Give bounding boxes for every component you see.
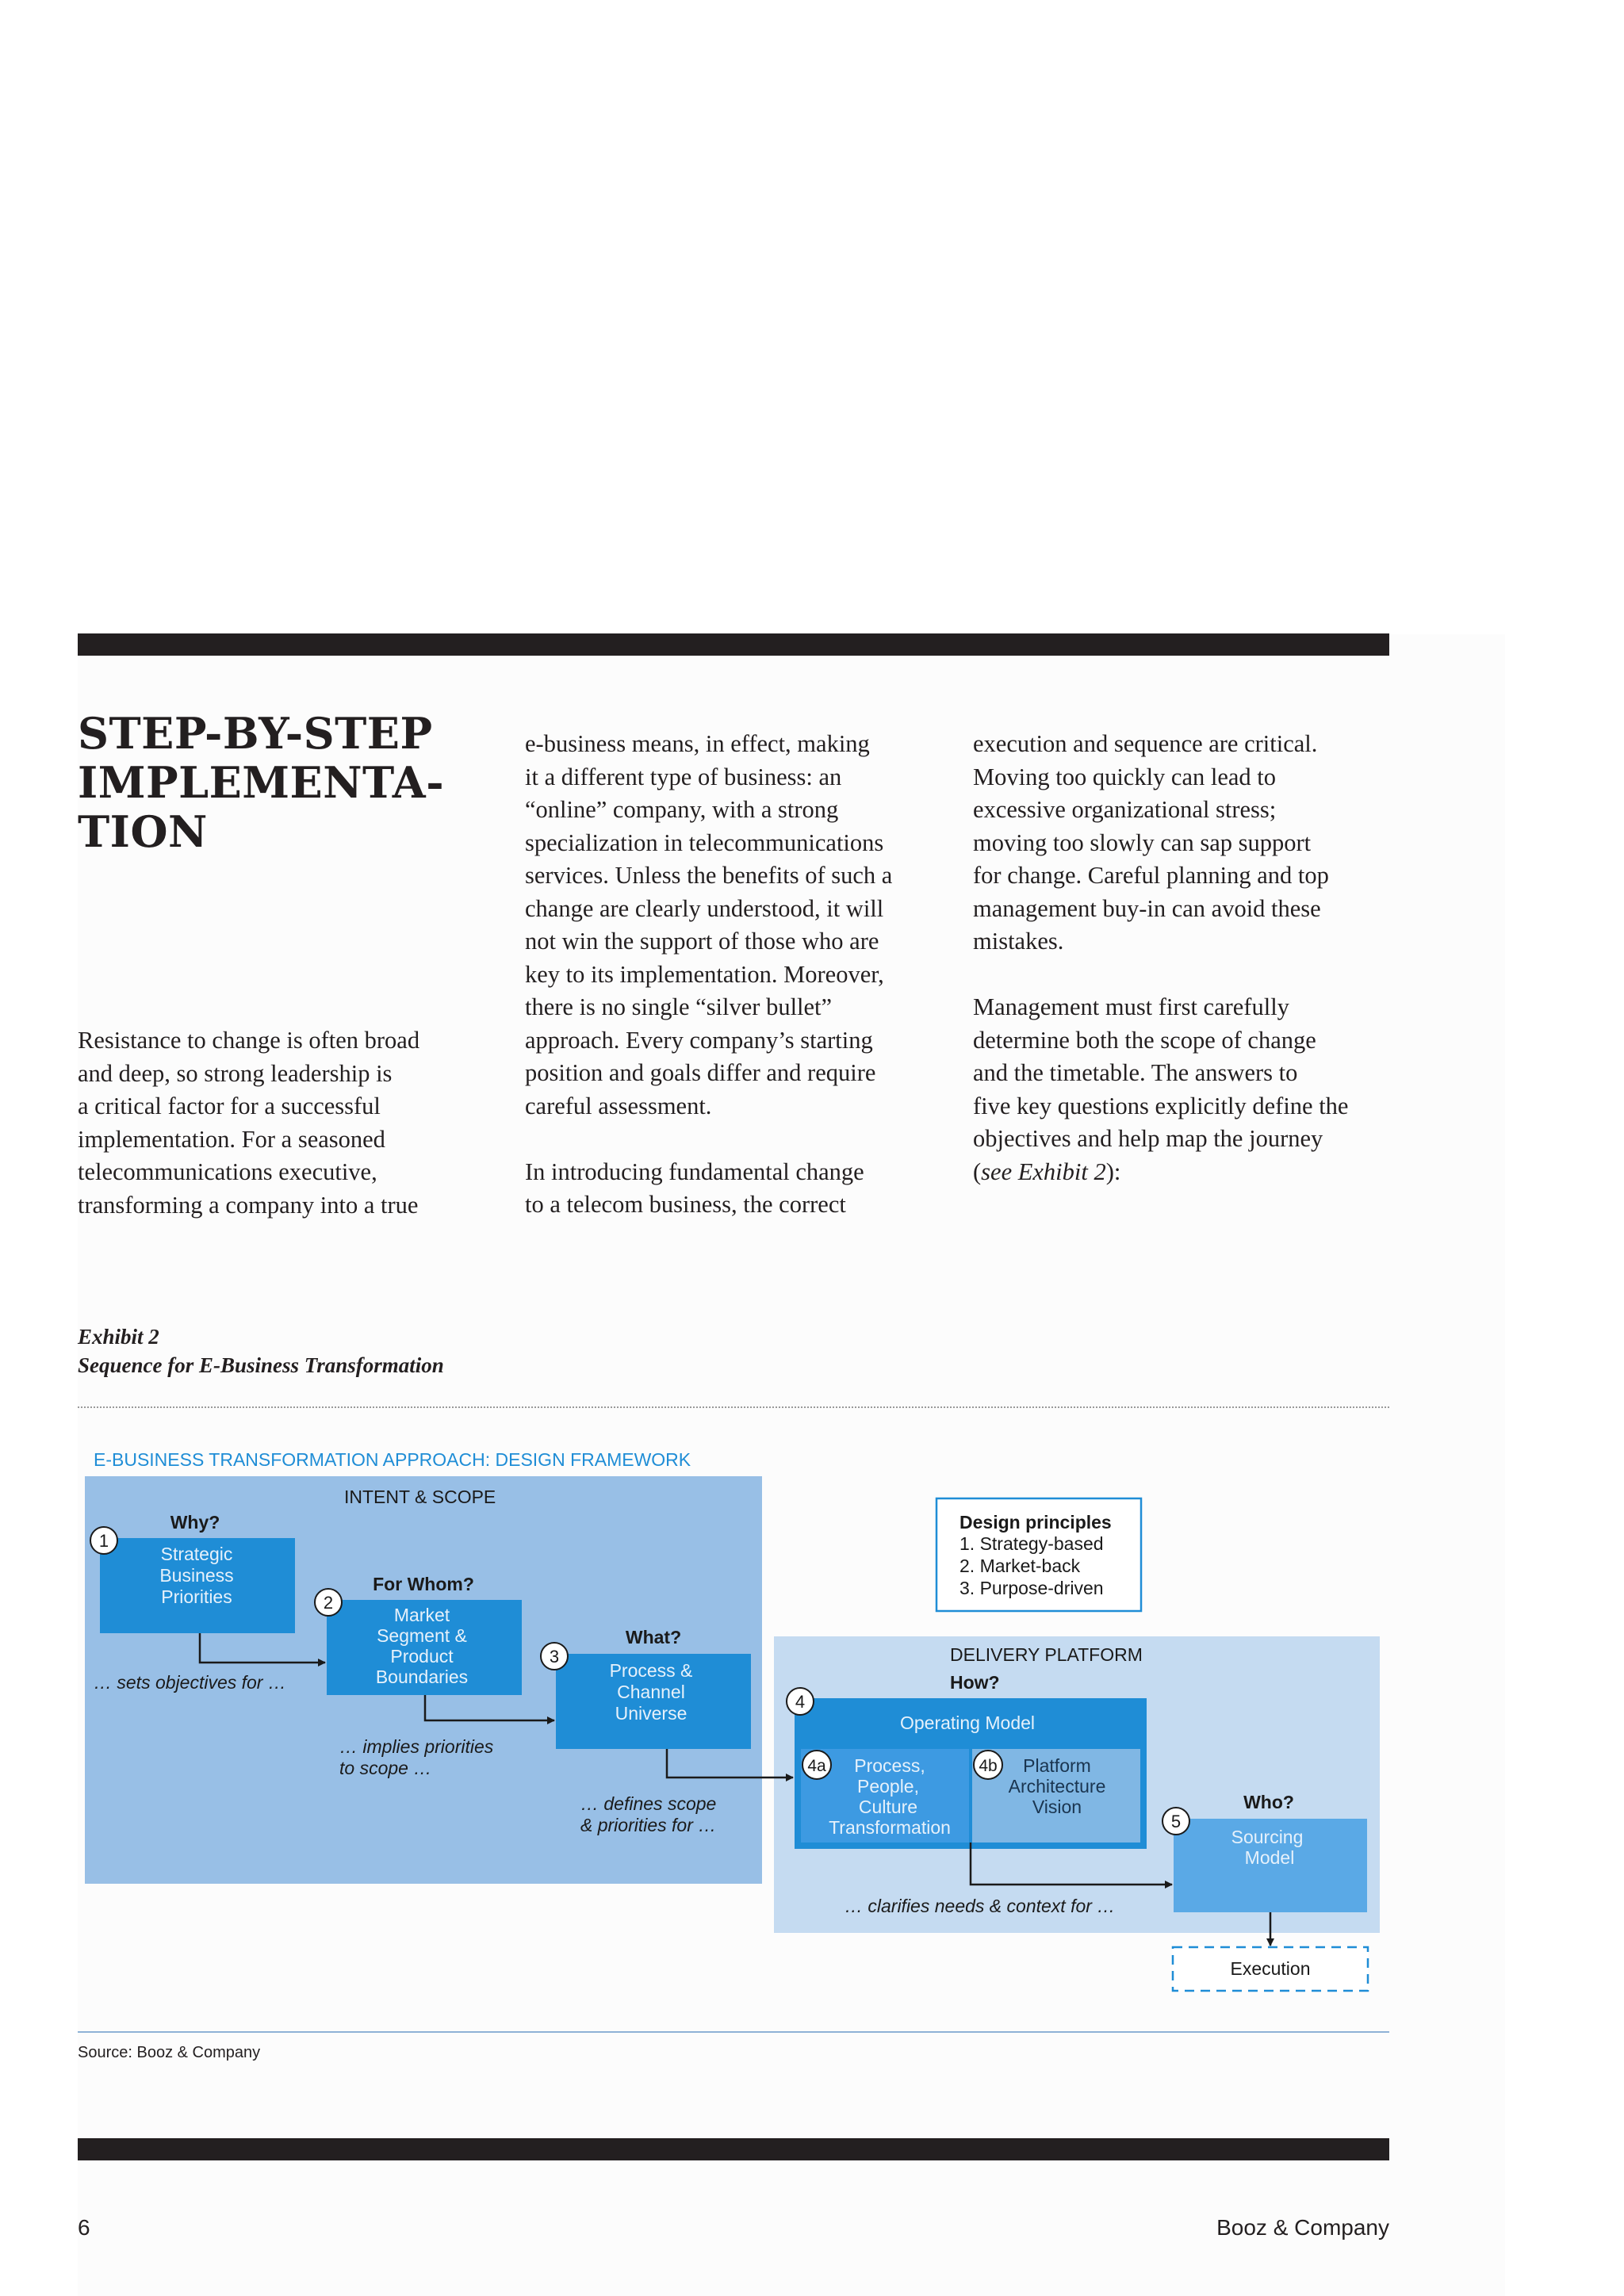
step-2-line: Product [390, 1646, 454, 1667]
step-4-number: 4 [795, 1692, 806, 1712]
connector-1-caption: … sets objectives for … [94, 1672, 286, 1693]
step-4a-line: People, [856, 1776, 920, 1797]
step-3-line: Channel [617, 1682, 685, 1702]
body-line: Resistance to change is often broad [78, 1027, 420, 1054]
connector-3-caption: … defines scope [580, 1793, 717, 1814]
step-4a-line: Process, [854, 1755, 925, 1776]
body-line: transforming a company into a true [78, 1191, 419, 1219]
heading-line: IMPLEMENTA- [78, 757, 445, 808]
step-4a-line: Culture [858, 1797, 918, 1817]
step-4a-line: Transformation [829, 1817, 951, 1838]
footer-brand: Booz & Company [1216, 2215, 1389, 2240]
step-2-line: Segment & [377, 1625, 467, 1646]
body-line: careful assessment. [525, 1092, 712, 1119]
body-line: not win the support of those who are [525, 928, 879, 955]
body-line: “online” company, with a strong [525, 796, 839, 823]
delivery-platform-label: DELIVERY PLATFORM [950, 1644, 1143, 1665]
step-2-number: 2 [323, 1593, 334, 1613]
body-text: ( [973, 1158, 982, 1185]
connector-2-caption: to scope … [339, 1758, 432, 1778]
step-4-question: How? [950, 1672, 1000, 1693]
body-line: Management must first carefully [973, 993, 1289, 1020]
step-3-number: 3 [549, 1647, 560, 1667]
body-line: change are clearly understood, it will [525, 894, 884, 922]
design-principle-item: 3. Purpose-driven [959, 1578, 1104, 1598]
body-line: mistakes. [973, 928, 1064, 955]
exhibit-subtitle: Sequence for E-Business Transformation [78, 1353, 444, 1377]
body-line: telecommunications executive, [78, 1158, 377, 1185]
step-4-title: Operating Model [899, 1712, 1036, 1733]
step-2-question: For Whom? [373, 1574, 474, 1594]
body-line: management buy-in can avoid these [973, 894, 1321, 922]
body-line: five key questions explicitly define the [973, 1092, 1349, 1119]
connector-2-caption: … implies priorities [339, 1736, 494, 1757]
design-principle-item: 2. Market-back [959, 1556, 1081, 1576]
source-note: Source: Booz & Company [78, 2044, 261, 2061]
step-4b-line: Platform [1023, 1755, 1091, 1776]
body-line: In introducing fundamental change [525, 1158, 864, 1185]
step-5-line: Sourcing [1231, 1827, 1304, 1847]
body-line: approach. Every company’s starting [525, 1026, 873, 1054]
body-line: a critical factor for a successful [78, 1093, 381, 1119]
body-line: Moving too quickly can lead to [973, 763, 1277, 790]
step-4b-line: Vision [1032, 1797, 1082, 1817]
step-1-line: Strategic [160, 1544, 233, 1564]
bottom-rule [78, 2138, 1389, 2160]
step-4b-number: 4b [979, 1757, 998, 1775]
execution-label: Execution [1230, 1958, 1311, 1979]
step-3-line: Process & [609, 1660, 693, 1681]
diagram-title: E-BUSINESS TRANSFORMATION APPROACH: DESIGN FRAMEWORK [94, 1449, 691, 1470]
body-line: specialization in telecommunications [525, 828, 884, 856]
step-3-line: Universe [615, 1703, 688, 1724]
heading-line: TION [78, 806, 208, 857]
step-5-line: Model [1244, 1847, 1295, 1868]
body-line: execution and sequence are critical. [973, 730, 1318, 757]
design-principles-title: Design principles [959, 1512, 1112, 1533]
step-3-question: What? [625, 1627, 682, 1647]
body-line: there is no single “silver bullet” [525, 993, 833, 1020]
step-1-number: 1 [98, 1531, 109, 1551]
body-line: implementation. For a seasoned [78, 1125, 385, 1153]
step-5-number: 5 [1170, 1812, 1182, 1831]
body-line: and the timetable. The answers to [973, 1059, 1298, 1086]
exhibit-reference: see Exhibit 2 [981, 1158, 1106, 1185]
body-line: determine both the scope of change [973, 1026, 1316, 1054]
body-line: moving too slowly can sap support [973, 828, 1312, 856]
body-line: objectives and help map the journey [973, 1125, 1323, 1152]
body-line: it a different type of business: an [525, 763, 842, 790]
body-line: excessive organizational stress; [973, 796, 1277, 823]
body-line: e-business means, in effect, making [525, 730, 870, 757]
page-number: 6 [78, 2215, 90, 2240]
connector-3-caption: & priorities for … [580, 1815, 717, 1835]
step-5-question: Who? [1243, 1792, 1294, 1812]
step-1-line: Priorities [161, 1586, 232, 1607]
body-line: services. Unless the benefits of such a [525, 862, 893, 889]
body-text: ): [1105, 1158, 1121, 1185]
body-line: and deep, so strong leadership is [78, 1059, 393, 1087]
design-principle-item: 1. Strategy-based [959, 1533, 1104, 1554]
heading-line: STEP-BY-STEP [78, 708, 433, 759]
step-4b-line: Architecture [1008, 1776, 1106, 1797]
body-line: position and goals differ and require [525, 1059, 876, 1086]
body-line: to a telecom business, the correct [525, 1191, 846, 1218]
step-1-question: Why? [170, 1512, 220, 1533]
step-1-line: Business [159, 1565, 234, 1586]
connector-4-caption: … clarifies needs & context for … [845, 1896, 1116, 1916]
intent-scope-label: INTENT & SCOPE [344, 1487, 496, 1507]
exhibit-title: Exhibit 2 [78, 1325, 159, 1349]
source-divider [78, 2031, 1389, 2033]
body-line: for change. Careful planning and top [973, 862, 1329, 889]
body-line: key to its implementation. Moreover, [525, 960, 884, 988]
step-2-line: Market [393, 1605, 450, 1625]
step-2-line: Boundaries [375, 1667, 469, 1687]
step-4a-number: 4a [807, 1757, 826, 1775]
